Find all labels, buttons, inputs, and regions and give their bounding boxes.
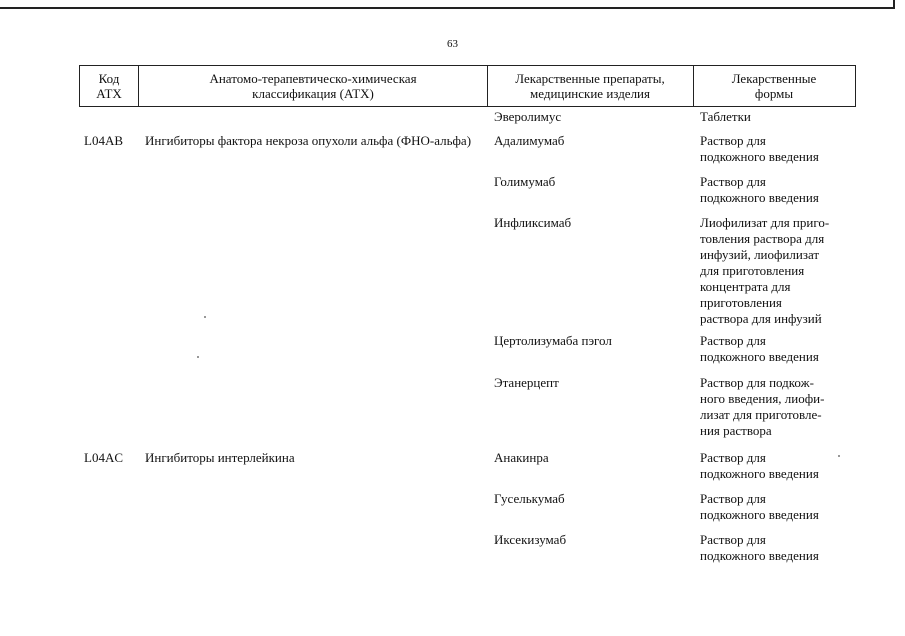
- row-drug: Этанерцепт: [494, 375, 559, 390]
- row-form: Раствор для подкож- ного введения, лиофи- лизат для приготовле- ния раствора: [700, 375, 825, 438]
- row-drug: Эверолимус: [494, 109, 562, 124]
- row-drug: Анакинра: [494, 450, 549, 465]
- header-atc-classification: Анатомо-терапевтическо-химическая классификация (АТХ): [139, 65, 488, 107]
- row-drug: Иксекизумаб: [494, 532, 567, 547]
- top-border-line: [0, 7, 893, 9]
- header-dosage-forms: Лекарственные формы: [693, 65, 856, 107]
- row-code: L04AC: [84, 450, 123, 465]
- row-classification: Ингибиторы интерлейкина: [145, 450, 295, 465]
- row-drug: Инфликсимаб: [494, 215, 572, 230]
- row-form: Раствор для подкожного введения: [700, 333, 819, 364]
- row-drug: Адалимумаб: [494, 133, 565, 148]
- row-classification: Ингибиторы фактора некроза опухоли альфа (ФНО-альфа): [145, 133, 472, 148]
- right-border-line: [893, 0, 895, 9]
- header-drugs: Лекарственные препараты, медицинские изделия: [487, 65, 694, 107]
- row-form: Раствор для подкожного введения: [700, 450, 819, 481]
- row-drug: Цертолизумаба пэгол: [494, 333, 612, 348]
- row-code: L04AB: [84, 133, 123, 148]
- row-form: Лиофилизат для приго- товления раствора для инфузий, лиофилизат для приготовления концентрата для приготовления раствора для инфузий: [700, 215, 830, 326]
- row-drug: Гуселькумаб: [494, 491, 565, 506]
- scan-speck: [197, 356, 199, 358]
- scan-speck: [204, 316, 206, 318]
- row-form: Раствор для подкожного введения: [700, 133, 819, 164]
- scan-speck: [838, 455, 840, 457]
- row-drug: Голимумаб: [494, 174, 556, 189]
- row-form: Таблетки: [700, 109, 751, 124]
- row-form: Раствор для подкожного введения: [700, 174, 819, 205]
- row-form: Раствор для подкожного введения: [700, 491, 819, 522]
- page-number: 63: [447, 38, 458, 50]
- row-form: Раствор для подкожного введения: [700, 532, 819, 563]
- header-code-atc: Код АТХ: [79, 65, 139, 107]
